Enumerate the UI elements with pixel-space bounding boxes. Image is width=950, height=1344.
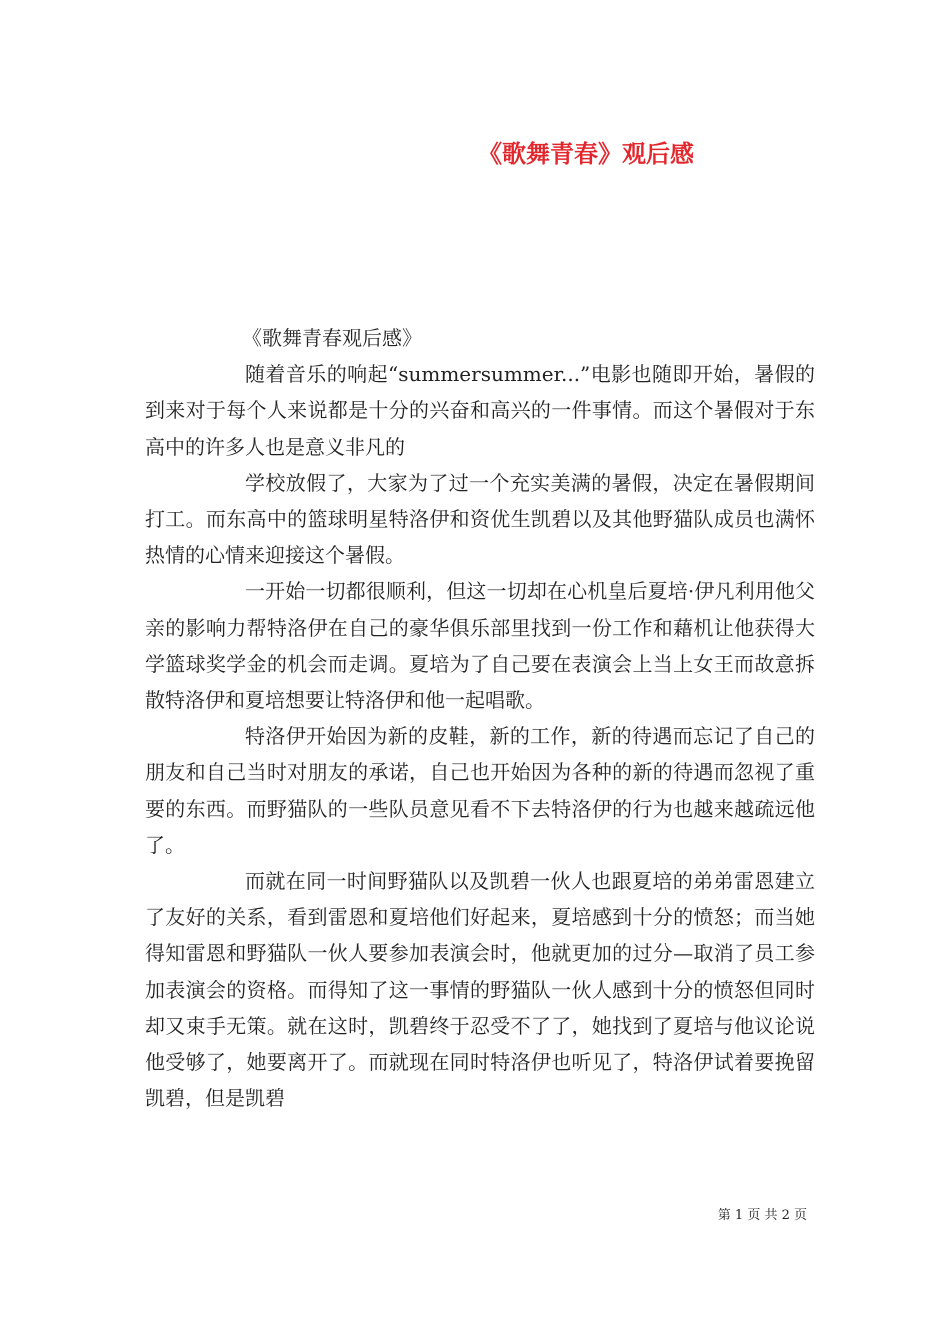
paragraph: 一开始一切都很顺利，但这一切却在心机皇后夏培·伊凡利用他父亲的影响力帮特洛伊在自己的豪华俱乐部里找到一份工作和藉机让他获得大学篮球奖学金的机会而走调。夏培为了自己要在表演会上当上女王而故意拆散特洛伊和夏培想要让特洛伊和他一起唱歌。 (145, 579, 815, 713)
paragraph: 而就在同一时间野猫队以及凯碧一伙人也跟夏培的弟弟雷恩建立了友好的关系，看到雷恩和夏培他们好起来，夏培感到十分的愤怒；而当她得知雷恩和野猫队一伙人要参加表演会时，他就更加的过分—取消了员工参加表演会的资格。而得知了这一事情的野猫队一伙人感到十分的愤怒但同时却又束手无策。就在这时，凯碧终于忍受不了了，她找到了夏培与他议论说他受够了，她要离开了。而就现在同时特洛伊也听见了，特洛伊试着要挽留凯碧，但是凯碧 (145, 869, 815, 1111)
document-subtitle: 《歌舞青春观后感》 (242, 326, 422, 350)
paragraph: 特洛伊开始因为新的皮鞋，新的工作，新的待遇而忘记了自己的朋友和自己当时对朋友的承诺，自己也开始因为各种的新的待遇而忽视了重要的东西。而野猫队的一些队员意见看不下去特洛伊的行为也越来越疏远他了。 (145, 724, 815, 857)
paragraph: 学校放假了，大家为了过一个充实美满的暑假，决定在暑假期间打工。而东高中的篮球明星特洛伊和资优生凯碧以及其他野猫队成员也满怀热情的心情来迎接这个暑假。 (145, 470, 815, 568)
document-title: 《歌舞青春》观后感 (478, 139, 694, 168)
paragraph: 随着音乐的响起“summersummer...”电影也随即开始，暑假的到来对于每个人来说都是十分的兴奋和高兴的一件事情。而这个暑假对于东高中的许多人也是意义非凡的 (145, 362, 815, 459)
page-number-footer: 第 1 页 共 2 页 (717, 1208, 807, 1223)
document-body (145, 320, 815, 1116)
